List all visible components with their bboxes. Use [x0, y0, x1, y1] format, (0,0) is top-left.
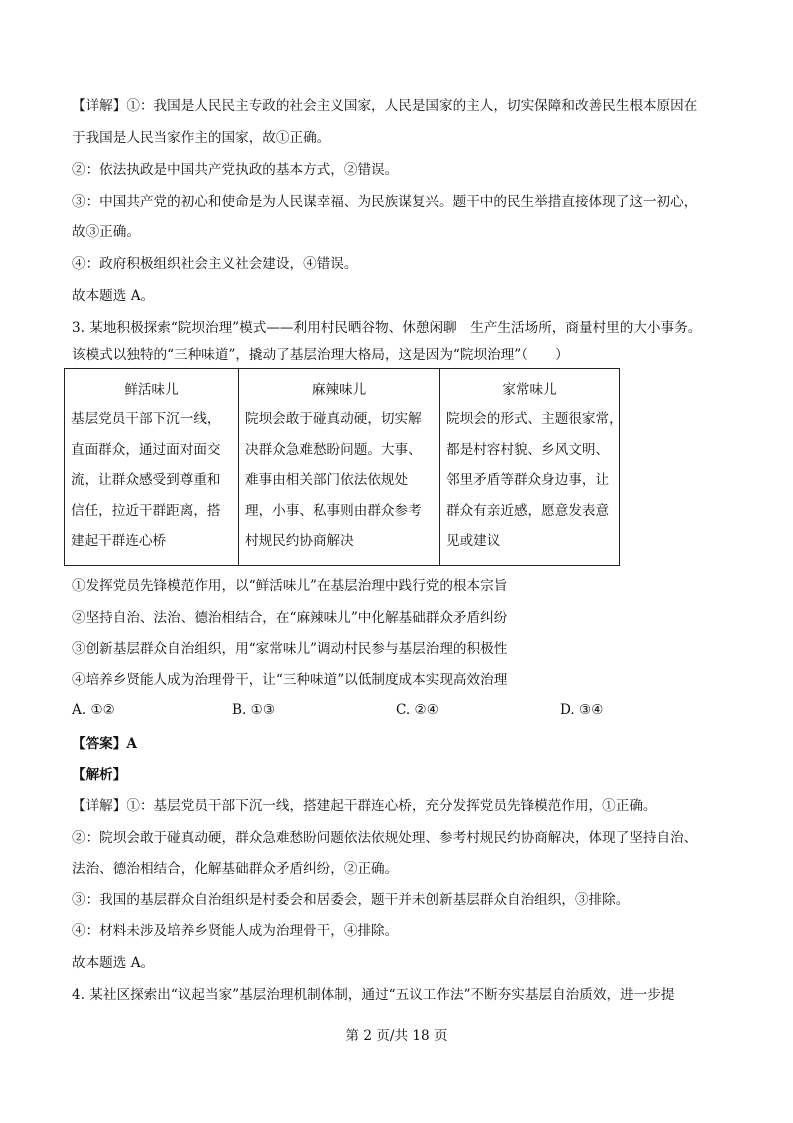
- statement-item: ③创新基层群众自治组织，用“家常味儿”调动村民参与基层治理的积极性: [72, 641, 508, 657]
- answer-label: 【答案】A: [72, 736, 137, 752]
- option-c: C. ②④: [396, 702, 439, 718]
- table-cell-line: 都是村容村貌、乡风文明、: [446, 441, 610, 458]
- statement-item: ④培养乡贤能人成为治理骨干，让“三种味道”以低制度成本实现高效治理: [72, 672, 508, 688]
- text-line: ②：依法执政是中国共产党执政的基本方式，②错误。: [72, 162, 399, 178]
- table-cell-line: 建起干群连心桥: [71, 533, 167, 549]
- table-cell-line: 信任，拉近干群距离，搭: [71, 502, 221, 519]
- table-cell-line: 群众有亲近感，愿意发表意: [446, 502, 610, 519]
- text-line: 故③正确。: [72, 224, 140, 240]
- text-line: 故本题选 A。: [72, 955, 155, 971]
- table-cell-line: 村规民约协商解决: [245, 533, 354, 549]
- three-flavors-table: [64, 368, 623, 566]
- text-line: ②：院坝会敢于碰真动硬，群众急难愁盼问题依法依规处理、参考村规民约协商解决，体现了坚持自治、: [72, 830, 698, 846]
- table-header: 家常味儿: [502, 382, 557, 398]
- text-line: ④：材料未涉及培养乡贤能人成为治理骨干，④排除。: [72, 923, 399, 939]
- text-line: 于我国是人民当家作主的国家，故①正确。: [72, 130, 331, 146]
- question-stem: 该模式以独特的“三种味道”，撬动了基层治理大格局，这是因为“院坝治理”（ ）: [72, 347, 569, 363]
- table-cell-line: 院坝会的形式、主题很家常，: [446, 411, 623, 427]
- statement-item: ①发挥党员先锋模范作用，以“鲜活味儿”在基层治理中践行党的根本宗旨: [72, 578, 508, 594]
- table-cell-line: 见或建议: [446, 533, 501, 549]
- table-cell-line: 流，让群众感受到尊重和: [71, 472, 221, 488]
- statement-item: ②坚持自治、法治、德治相结合，在“麻辣味儿”中化解基础群众矛盾纠纷: [72, 610, 508, 626]
- text-line: ③：中国共产党的初心和使命是为人民谋幸福、为民族谋复兴。题干中的民生举措直接体现了这一初心，: [72, 194, 698, 210]
- answer-options: [72, 702, 632, 722]
- text-line: 【详解】①：我国是人民民主专政的社会主义国家，人民是国家的主人，切实保障和改善民生根本原因在: [72, 98, 698, 114]
- question-stem: 4. 某社区探索出“议起当家”基层治理机制体制，通过“五议工作法”不断夯实基层自治质效，进一步提: [72, 987, 675, 1003]
- page-footer: 第 2 页/共 18 页: [345, 1028, 448, 1044]
- table-header: 鲜活味儿: [124, 382, 179, 398]
- text-line: ④：政府积极组织社会主义社会建设，④错误。: [72, 256, 358, 272]
- text-line: 故本题选 A。: [72, 288, 155, 304]
- table-cell-line: 直面群众，通过面对面交: [71, 441, 221, 458]
- table-cell-line: 院坝会敢于碰真动硬，切实解: [245, 411, 422, 427]
- table-cell-line: 决群众急难愁盼问题。大事、: [245, 441, 422, 458]
- option-b: B. ①③: [232, 702, 276, 718]
- text-line: 法治、德治相结合，化解基础群众矛盾纠纷，②正确。: [72, 861, 399, 877]
- text-line: 【详解】①：基层党员干部下沉一线，搭建起干群连心桥，充分发挥党员先锋模范作用，①正确。: [72, 798, 657, 814]
- analysis-label: 【解析】: [72, 767, 127, 783]
- table-column: [239, 369, 440, 565]
- table-cell-line: 理，小事、私事则由群众参考: [245, 502, 422, 519]
- table-cell-line: 难事由相关部门依法依规处: [245, 472, 409, 488]
- table-column: [440, 369, 623, 565]
- question-stem: 3. 某地积极探索“院坝治理”模式——利用村民晒谷物、休憩闲聊 生产生活场所，商量村里的大小事务。: [72, 320, 702, 336]
- text-line: ③：我国的基层群众自治组织是村委会和居委会，题干并未创新基层群众自治组织，③排除。: [72, 892, 630, 908]
- table-cell-line: 基层党员干部下沉一线，: [71, 411, 221, 427]
- table-column: [65, 369, 239, 565]
- option-d: D. ③④: [560, 702, 604, 718]
- table-header: 麻辣味儿: [311, 382, 367, 398]
- option-a: A. ①②: [72, 702, 115, 718]
- table-cell-line: 邻里矛盾等群众身边事，让: [446, 472, 610, 488]
